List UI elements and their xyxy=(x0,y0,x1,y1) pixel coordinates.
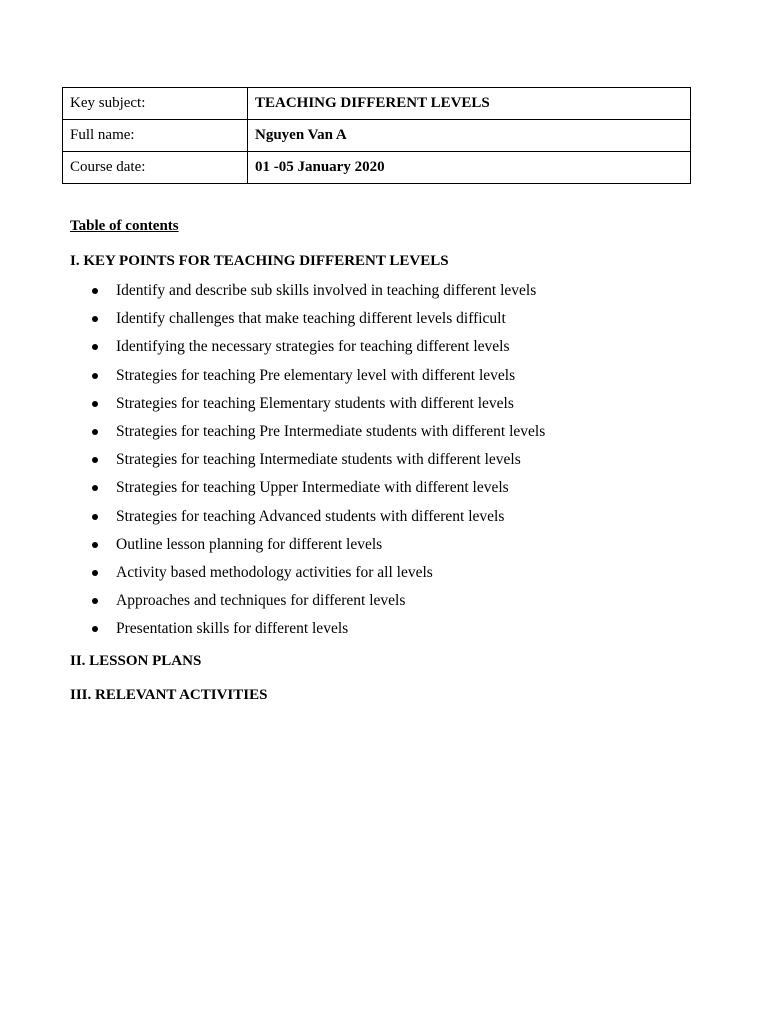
table-row xyxy=(63,152,691,184)
list-item-text: Identify challenges that make teaching different levels difficult xyxy=(116,310,506,328)
list-item-text: Strategies for teaching Elementary students with different levels xyxy=(116,394,514,412)
section-heading-lesson-plans: II. LESSON PLANS xyxy=(70,653,202,669)
bullet-icon xyxy=(92,542,98,548)
course-date-label: Course date: xyxy=(63,152,248,184)
full-name-value: Nguyen Van A xyxy=(248,120,691,152)
list-item-text: Presentation skills for different levels xyxy=(116,620,349,638)
key-subject-label: Key subject: xyxy=(63,88,248,120)
bullet-icon xyxy=(92,598,98,604)
course-info-table xyxy=(62,87,691,184)
bullet-icon xyxy=(92,344,98,350)
bullet-icon xyxy=(92,288,98,294)
bullet-icon xyxy=(92,457,98,463)
list-item-text: Identify and describe sub skills involved in teaching different levels xyxy=(116,282,537,299)
bullet-icon xyxy=(92,570,98,576)
bullet-icon xyxy=(92,401,98,407)
table-row xyxy=(63,88,691,120)
bullet-icon xyxy=(92,373,98,379)
list-item-text: Outline lesson planning for different levels xyxy=(116,535,383,553)
course-date-value: 01 -05 January 2020 xyxy=(248,152,691,184)
list-item-text: Strategies for teaching Upper Intermediate with different levels xyxy=(116,479,509,497)
key-subject-value: TEACHING DIFFERENT LEVELS xyxy=(248,88,691,120)
bullet-icon xyxy=(92,429,98,435)
list-item-text: Strategies for teaching Intermediate students with different levels xyxy=(116,451,521,469)
bullet-icon xyxy=(92,316,98,322)
toc-title: Table of contents xyxy=(70,218,179,234)
bullet-icon xyxy=(92,514,98,520)
bullet-icon xyxy=(92,626,98,632)
section-heading-key-points: I. KEY POINTS FOR TEACHING DIFFERENT LEVELS xyxy=(70,253,449,269)
list-item-text: Strategies for teaching Pre Intermediate students with different levels xyxy=(116,422,546,440)
full-name-label: Full name: xyxy=(63,120,248,152)
bullet-icon xyxy=(92,485,98,491)
list-item-text: Strategies for teaching Pre elementary level with different levels xyxy=(116,366,516,384)
list-item-text: Activity based methodology activities for all levels xyxy=(116,563,433,581)
section-heading-relevant-activities: III. RELEVANT ACTIVITIES xyxy=(70,687,268,703)
table-row xyxy=(63,120,691,152)
list-item-text: Identifying the necessary strategies for teaching different levels xyxy=(116,338,510,356)
list-item-text: Approaches and techniques for different levels xyxy=(116,592,406,610)
list-item-text: Strategies for teaching Advanced students with different levels xyxy=(116,507,505,525)
